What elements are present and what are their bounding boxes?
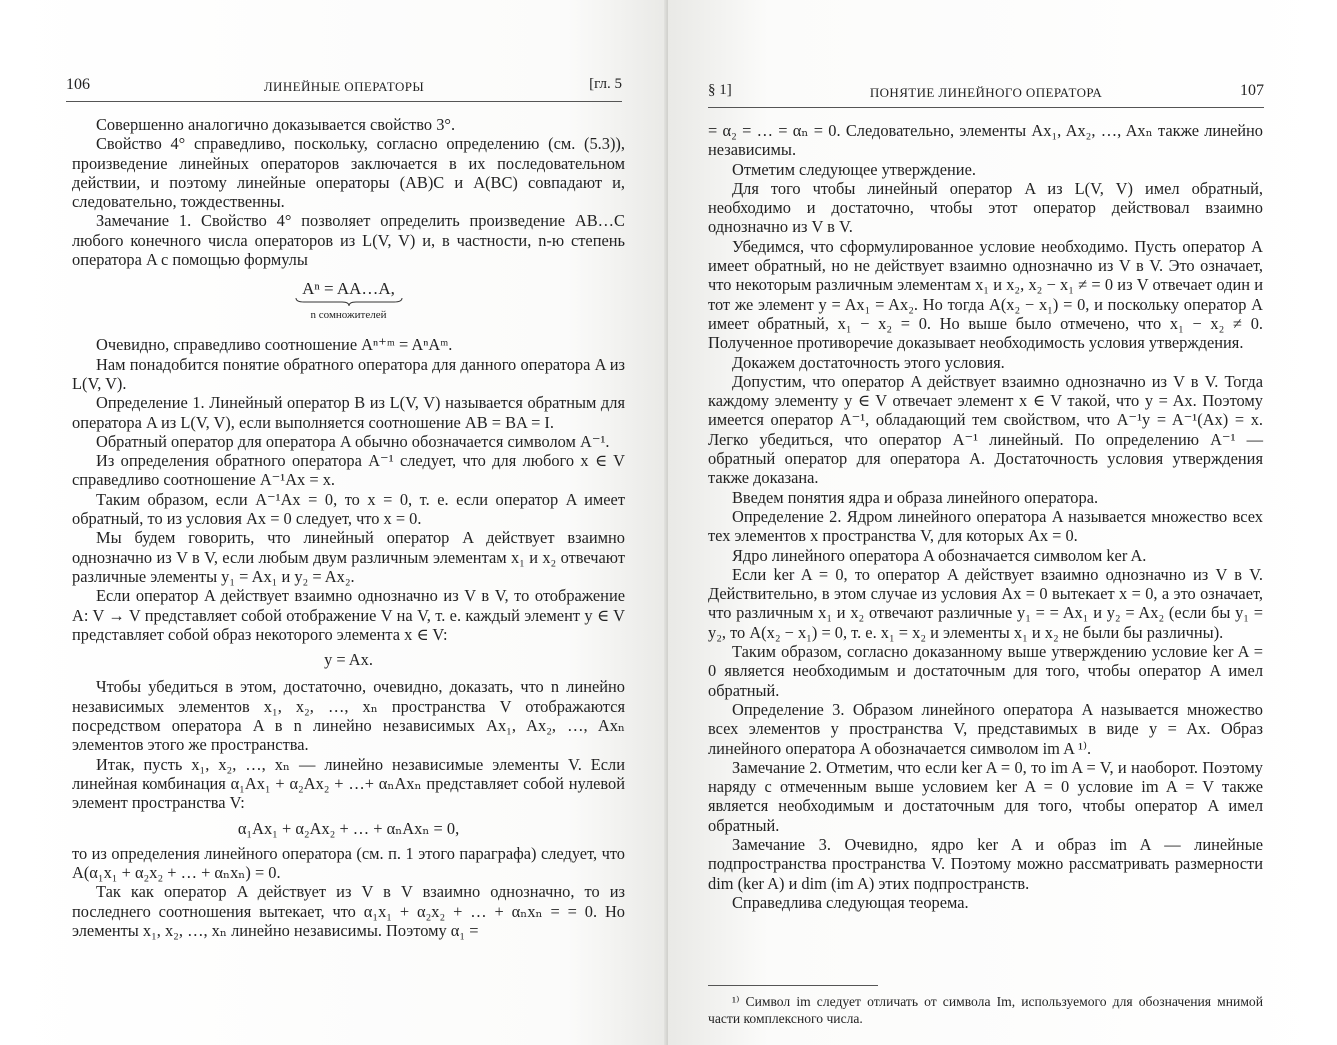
left-page [0,0,668,1045]
left-page-body [72,115,625,940]
page-number: 107 [1240,82,1264,99]
power-formula [72,279,625,323]
paragraph: Обратный оператор для оператора A обычно обозначается символом A⁻¹. [96,431,610,451]
remark-2: Замечание 2. Отметим, что если ker A = 0, то im A = V, и наоборот. Поэтому наряду с отмеченным выше условием ker A = 0 условие im A = V также является необходимым и достаточным для того, чтобы оператор A имел обратный. [708,757,1263,835]
running-title: ПОНЯТИЕ ЛИНЕЙНОГО ОПЕРАТОРА [869,85,1103,100]
paragraph: Мы будем говорить, что линейный оператор A действует взаимно однозначно из V в V, если любым двум различным элементам x₁ и x₂ отвечают различные элементы y₁ = Ax₁ и y₂ = Ax₂. [72,528,625,586]
remark-3: Замечание 3. Очевидно, ядро ker A и образ im A — линейные подпространства пространства V. Поэтому можно рассматривать размерности dim (ker A) и dim (im A) этих подпространств. [708,834,1263,893]
paragraph: Свойство 4° справедливо, поскольку, согласно определению (см. (5.3)), произведение линейных операторов заключается в их последовательном действии, и поэтому линейные операторы (AB)C и A(BC) совпадают и, следовательно, тождественны. [72,134,625,212]
right-page [668,0,1337,1045]
footnote-rule [708,985,878,986]
paragraph: Итак, пусть x₁, x₂, …, xₙ — линейно независимые элементы V. Если линейная комбинация α₁Ax₁ + α₂Ax₂ + …+ αₙAxₙ представляет собой нулевой элемент пространства V: [72,754,625,813]
page-number: 106 [66,76,90,93]
paragraph: Если оператор A действует взаимно однозначно из V в V, то отображение A: V → V представляет собой отображение V на V, т. е. каждый элемент y ∈ V представляет собой образ некоторого элемента x ∈ V: [72,586,625,644]
paragraph: Убедимся, что сформулированное условие необходимо. Пусть оператор A имеет обратный, но не действует взаимно однозначно из V в V. Это означает, что некоторым различным элементам x₁ и x₂, x₂ − x₁ ≠ = 0 из V отвечает один и тот же элемент y = Ax₁ = Ax₂. Но тогда A(x₂ − x₁) = 0, и поскольку оператор A имеет обратный, x₁ − x₂ = 0. Но выше было отмечено, что x₁ − x₂ ≠ 0. Полученное противоречие доказывает необходимость условия утверждения. [708,236,1263,353]
definition-2: Определение 2. Ядром линейного оператора A называется множество всех тех элементов x пространства V, для которых Ax = 0. [708,506,1263,546]
right-page-header [708,82,1264,108]
paragraph: Так как оператор A действует из V в V взаимно однозначно, то из последнего соотношения вытекает, что α₁x₁ + α₂x₂ + … + αₙxₙ = = 0. Но элементы x₁, x₂, …, xₙ линейно независимы. Поэтому α₁ = [72,882,625,940]
paragraph: Таким образом, если A⁻¹Ax = 0, то x = 0, т. е. если оператор A имеет обратный, то из условия Ax = 0 следует, что x = 0. [72,489,625,529]
paragraph: Из определения обратного оператора A⁻¹ следует, что для любого x ∈ V справедливо соотношение A⁻¹Ax = x. [72,451,625,490]
paragraph: Очевидно, справедливо соотношение Aⁿ⁺ᵐ = AⁿAᵐ. [96,335,453,355]
formula-note: n сомножителей [310,308,387,321]
chapter-reference: [гл. 5 [589,76,622,92]
paragraph: Отметим следующее утверждение. [732,159,976,179]
paragraph: Справедлива следующая теорема. [732,892,969,912]
header-rule [708,107,1264,108]
paragraph: Таким образом, согласно доказанному выше утверждению условие ker A = 0 является необходимым и достаточным для того, чтобы оператор A имел обратный. [708,642,1263,700]
definition-3: Определение 3. Образом линейного оператора A называется множество всех элементов y пространства V, представимых в виде y = Ax. Образ линейного оператора A обозначается символом im A ¹⁾. [708,699,1263,758]
header-rule [66,101,622,102]
section-reference: § 1] [708,82,732,98]
formula-text: Aⁿ = AA…A, [302,279,395,299]
paragraph: Нам понадобится понятие обратного оператора для данного оператора A из L(V, V). [72,354,625,393]
paragraph: Введем понятия ядра и образа линейного оператора. [732,487,1099,507]
paragraph: = α₂ = … = αₙ = 0. Следовательно, элементы Ax₁, Ax₂, …, Axₙ также линейно независимы. [708,121,1263,160]
paragraph: Совершенно аналогично доказывается свойство 3°. [96,115,456,134]
left-page-header [66,76,622,102]
paragraph: Допустим, что оператор A действует взаимно однозначно из V в V. Тогда каждому элементу y ∈ V отвечает элемент x ∈ V такой, что y = Ax. Поэтому имеется оператор A⁻¹, обладающий тем свойством, что A⁻¹y = A⁻¹(Ax) = x. Легко убедиться, что оператор A⁻¹ линейный. По определению A⁻¹ — обратный оператор для оператора A. Достаточность условия утверждения также доказана. [708,371,1263,488]
paragraph: то из определения линейного оператора (см. п. 1 этого параграфа) следует, что A(α₁x₁ + α₂x₂ + … + αₙxₙ) = 0. [72,843,625,883]
running-title: ЛИНЕЙНЫЕ ОПЕРАТОРЫ [263,79,425,94]
paragraph: Если ker A = 0, то оператор A действует взаимно однозначно из V в V. Действительно, в этом случае из условия Ax = 0 вытекает x = 0, а это означает, что различным x₁ и x₂ отвечают различные y₁ = = Ax₁ и y₂ = Ax₂ (если бы y₁ = y₂, то A(x₂ − x₁) = 0, т. е. x₁ = x₂ и элементы x₁ и x₂ не были бы различны). [708,564,1263,642]
definition-1: Определение 1. Линейный оператор B из L(V, V) называется обратным для оператора A из L(V, V), если выполняется соотношение AB = BA = I. [72,393,625,432]
paragraph: Ядро линейного оператора A обозначается символом ker A. [732,545,1147,565]
statement: Для того чтобы линейный оператор A из L(V, V) имел обратный, необходимо и достаточно, чтобы этот оператор действовал взаимно однозначно из V в V. [708,178,1263,237]
paragraph: Чтобы убедиться в этом, достаточно, очевидно, доказать, что n линейно независимых элементов x₁, x₂, …, xₙ пространства V отображаются посредством оператора A в n линейно независимых Ax₁, Ax₂, …, Axₙ элементов этого же пространства. [72,677,625,755]
paragraph: Докажем достаточность этого условия. [732,352,1005,372]
footnote: ¹⁾ Символ im следует отличать от символа Im, используемого для обозначения мнимой части комплексного числа. [708,994,1263,1026]
right-page-body [708,121,1263,912]
formula-y: y = Ax. [324,650,373,670]
remark-1: Замечание 1. Свойство 4° позволяет определить произведение AB…C любого конечного числа операторов из L(V, V) и, в частности, n-ю степень оператора A с помощью формулы [72,211,625,270]
formula-sum: α₁Ax₁ + α₂Ax₂ + … + αₙAxₙ = 0, [237,818,460,838]
